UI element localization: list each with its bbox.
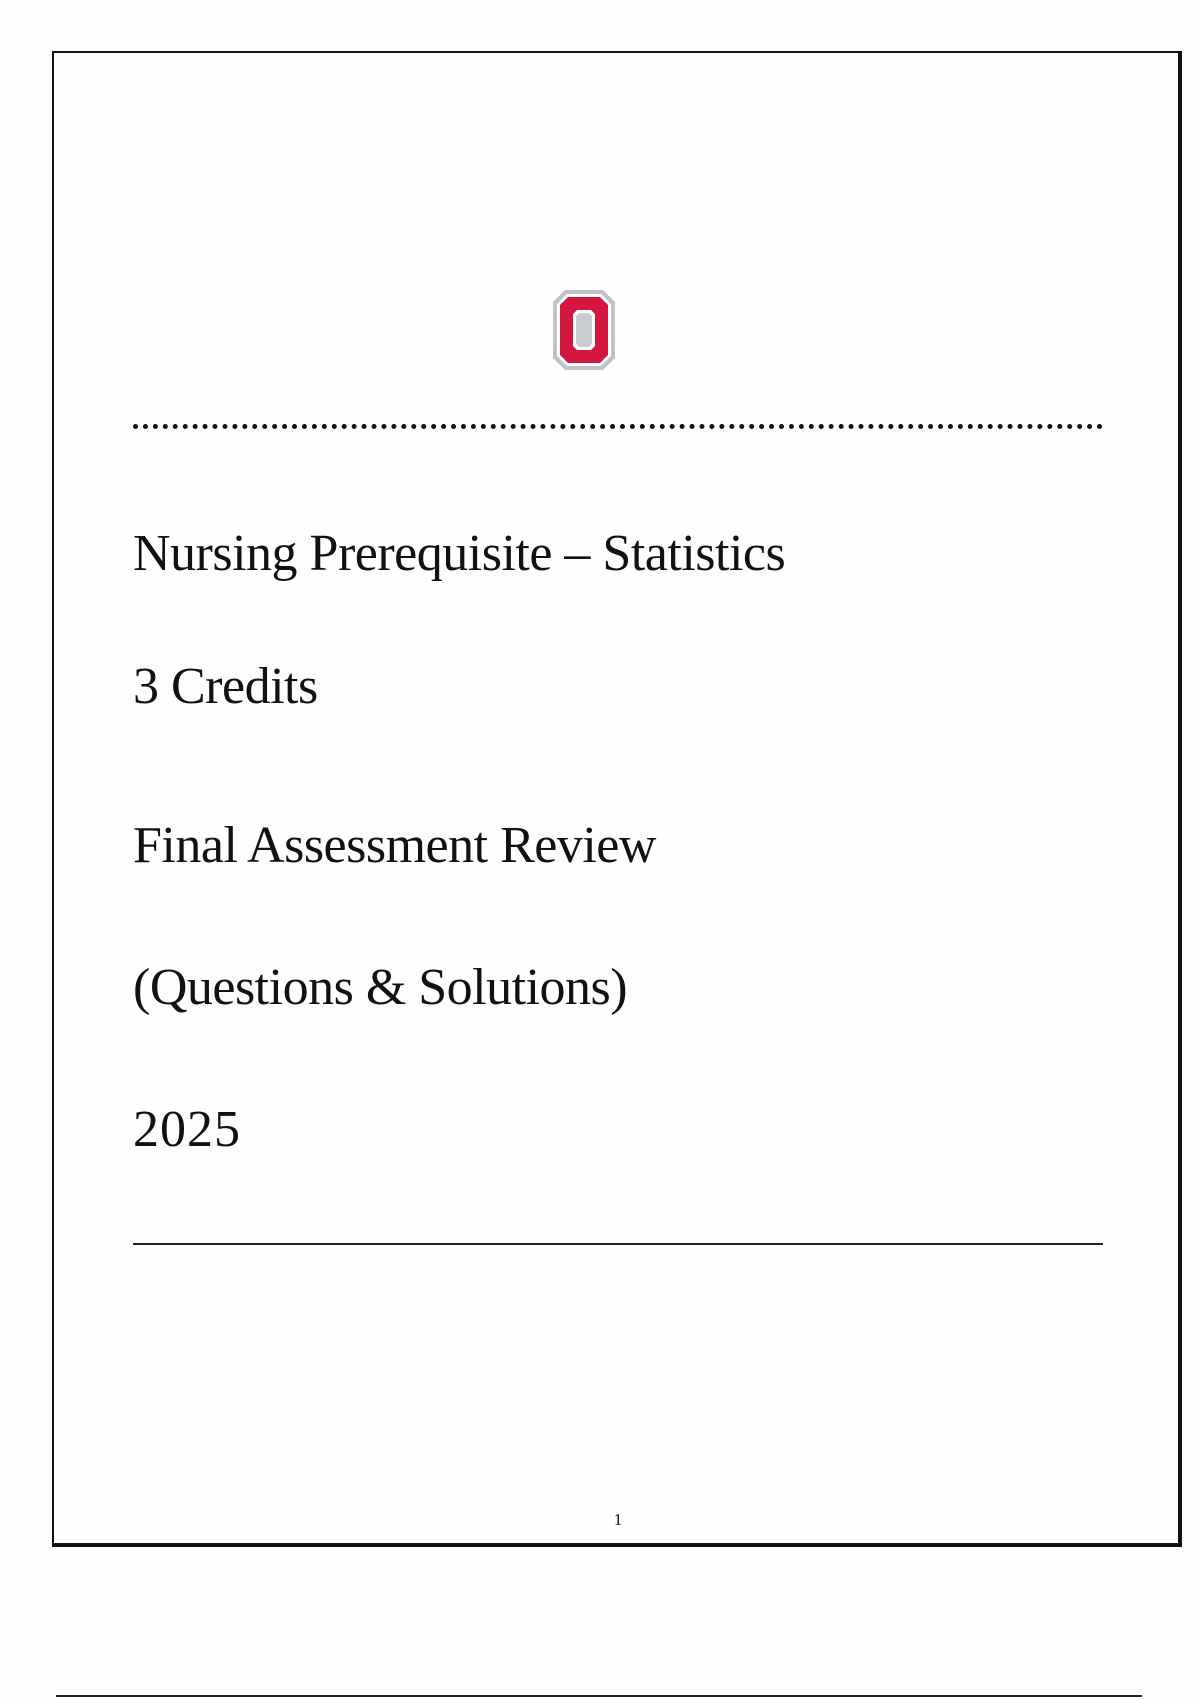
assessment-title: Final Assessment Review <box>133 817 656 874</box>
bottom-rule <box>56 1695 1142 1697</box>
dotted-separator <box>133 424 1103 429</box>
page-frame <box>52 51 1182 1547</box>
page-number: 1 <box>613 1510 623 1529</box>
subtitle: (Questions & Solutions) <box>133 959 628 1016</box>
block-o-logo-icon <box>551 288 617 372</box>
title-underline-rule <box>133 1243 1103 1245</box>
year-label: 2025 <box>133 1101 241 1158</box>
credits-label: 3 Credits <box>133 658 318 715</box>
course-title: Nursing Prerequisite – Statistics <box>133 525 786 582</box>
